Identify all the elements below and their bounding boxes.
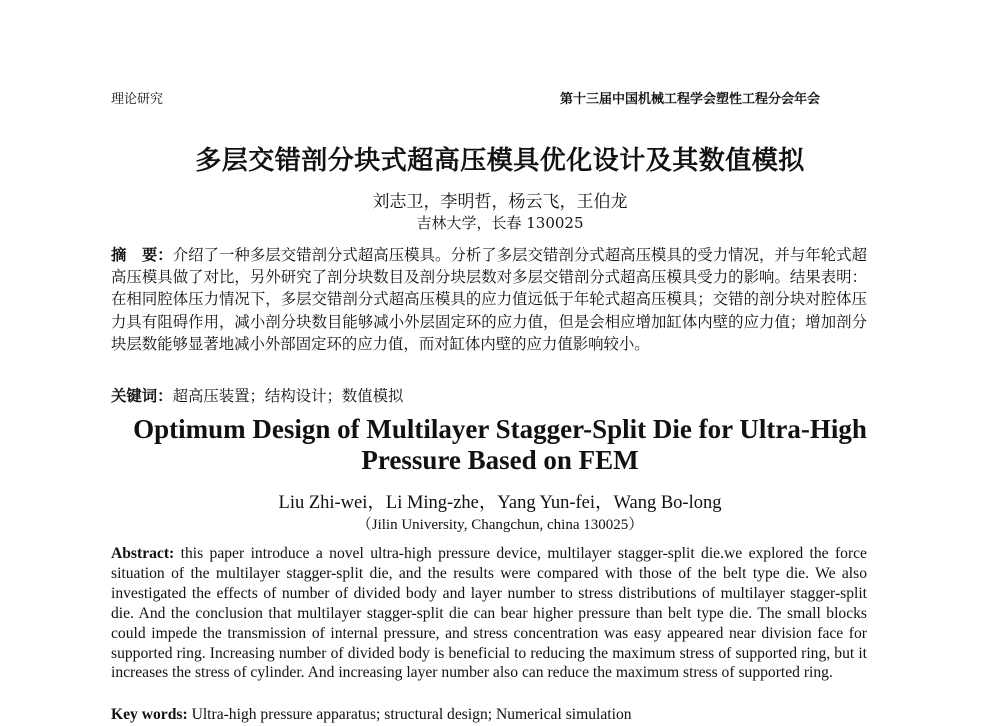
- abstract-text-cn: 介绍了一种多层交错剖分式超高压模具。分析了多层交错剖分式超高压模具的受力情况，并与年轮式超高压模具做了对比，另外研究了剖分块数目及剖分块层数对多层交错剖分式超高压模具受力的影响。结果表明：在相同腔体压力情况下，多层交错剖分式超高压模具的应力值远低于年轮式超高压模具；交错的剖分块对腔体压力具有阻碍作用，减小剖分块数目能够减小外层固定环的应力值，但是会相应增加缸体内壁的应力值；增加剖分块层数能够显著地减小外部固定环的应力值，而对缸体内壁的应力值影响较小。: [111, 246, 867, 353]
- paper-title-en: Optimum Design of Multilayer Stagger-Split Die for Ultra-High Pressure Based on FEM: [133, 414, 867, 475]
- affiliation-cn: 吉林大学，长春 130025: [416, 214, 584, 232]
- keywords-cn: [111, 384, 403, 406]
- paper-title-cn: 多层交错剖分块式超高压模具优化设计及其数值模拟: [195, 146, 805, 176]
- abstract-cn: [111, 244, 867, 355]
- keywords-text-cn: 超高压装置；结构设计；数值模拟: [172, 387, 404, 405]
- abstract-text-en: this paper introduce a novel ultra-high pressure device, multilayer stagger-split die.we explored the force situation of the multilayer stagger-split die, and the results were compared with those of the belt type die. We also investigated the effects of number of divided body and layer number to stress distributions of multilayer stagger-split die. And the conclusion that multilayer stagger-split die can bear higher pressure than belt type die. The small blocks could impede the transmission of internal pressure, and stress concentration was easy appeared near division face for supported ring. Increasing number of divided body is beneficial to reducing the maximum stress of supported ring, but it increases the stress of cylinder. And increasing layer number also can reduce the maximum stress of supported ring.: [111, 545, 867, 682]
- keywords-label-en: Key words:: [111, 706, 188, 723]
- keywords-en: [111, 706, 632, 724]
- conference-name: 第十三届中国机械工程学会塑性工程分会年会: [560, 92, 821, 107]
- authors-en: Liu Zhi-wei，Li Ming-zhe，Yang Yun-fei，Wang Bo-long: [278, 493, 722, 513]
- section-label: 理论研究: [111, 92, 164, 107]
- authors-cn: 刘志卫，李明哲，杨云飞，王伯龙: [372, 192, 628, 212]
- abstract-en: [111, 544, 867, 683]
- affiliation-en: （Jilin University, Changchun, china 130025）: [356, 517, 644, 533]
- abstract-label-cn: 摘 要：: [111, 246, 173, 264]
- keywords-text-en: Ultra-high pressure apparatus; structural design; Numerical simulation: [191, 706, 632, 723]
- keywords-label-cn: 关键词：: [111, 387, 173, 405]
- abstract-label-en: Abstract:: [111, 545, 175, 562]
